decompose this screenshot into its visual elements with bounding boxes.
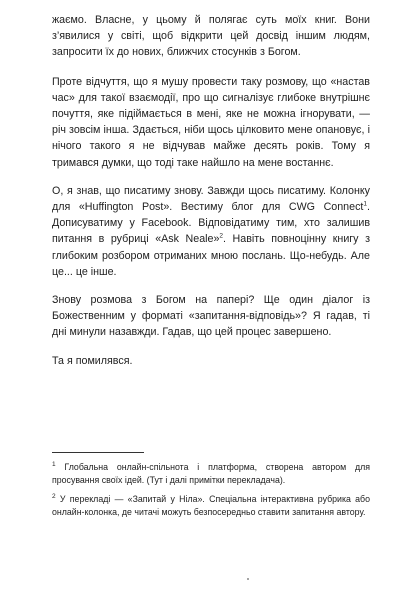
footnote-ref-2: 2	[219, 232, 224, 240]
paragraph-4: Знову розмова з Богом на папері? Ще один діалог із Божественним у форматі «запитання-відповідь»? Я гадав, ті дні минули назавжди. Гадав, що цей процес завершено.	[52, 294, 370, 339]
footnotes	[52, 461, 370, 525]
paragraph-5: Та я помилявся.	[52, 354, 133, 367]
footnote-1-text: Глобальна онлайн-спільнота і платформа, створена автором для просування своїх ідей. (Тут і далі примітки перекладача).	[52, 462, 370, 485]
page-mark	[247, 578, 249, 580]
footnote-divider	[52, 452, 144, 453]
footnote-2-number: 2	[52, 493, 56, 501]
paragraph-2: Проте відчуття, що я мушу провести таку розмову, що «настав час» для такої взаємодії, про що сигналізує глибоке внутрішнє почуття, яке підіймається в мені, яке не можна ігнорувати, — річ зовсім інша. Здається, ніби щось цілковито мене опановує, і нічого такого я не відчував майже десять років. Тому я тримався думки, що тоді таке найшло на мене востаннє.	[52, 75, 370, 169]
paragraph-3-part-2: . Дописуватиму у Facebook. Відповідатиму тим, хто залишив питання в рубриці «Ask Neale»	[52, 201, 370, 246]
footnote-2-text: У перекладі — «Запитай у Ніла». Спеціальна інтерактивна рубрика або онлайн-колонка, де читачі можуть безпосередньо ставити запитання автору.	[52, 494, 370, 517]
main-text	[52, 12, 370, 381]
paragraph-1: жаємо. Власне, у цьому й полягає суть моїх книг. Вони з’явилися у світі, щоб відкрити цей досвід іншим людям, запросити їх до нових, ближчих стосунків з Богом.	[52, 14, 370, 59]
footnote-2	[52, 493, 370, 519]
paragraph-3-part-3: . Навіть повноцінну книгу з глибоким розбором отриманих мною послань. Що-небудь. Але це... це інше.	[52, 233, 370, 278]
paragraph-3-part-1: О, я знав, що писатиму знову. Завжди щось писатиму. Колонку для «Huffington Post». Вестиму блог для CWG Connect	[52, 184, 370, 214]
paragraph-3	[52, 183, 370, 280]
footnote-ref-1: 1	[363, 200, 368, 208]
footnote-1	[52, 461, 370, 487]
footnote-1-number: 1	[52, 461, 56, 469]
